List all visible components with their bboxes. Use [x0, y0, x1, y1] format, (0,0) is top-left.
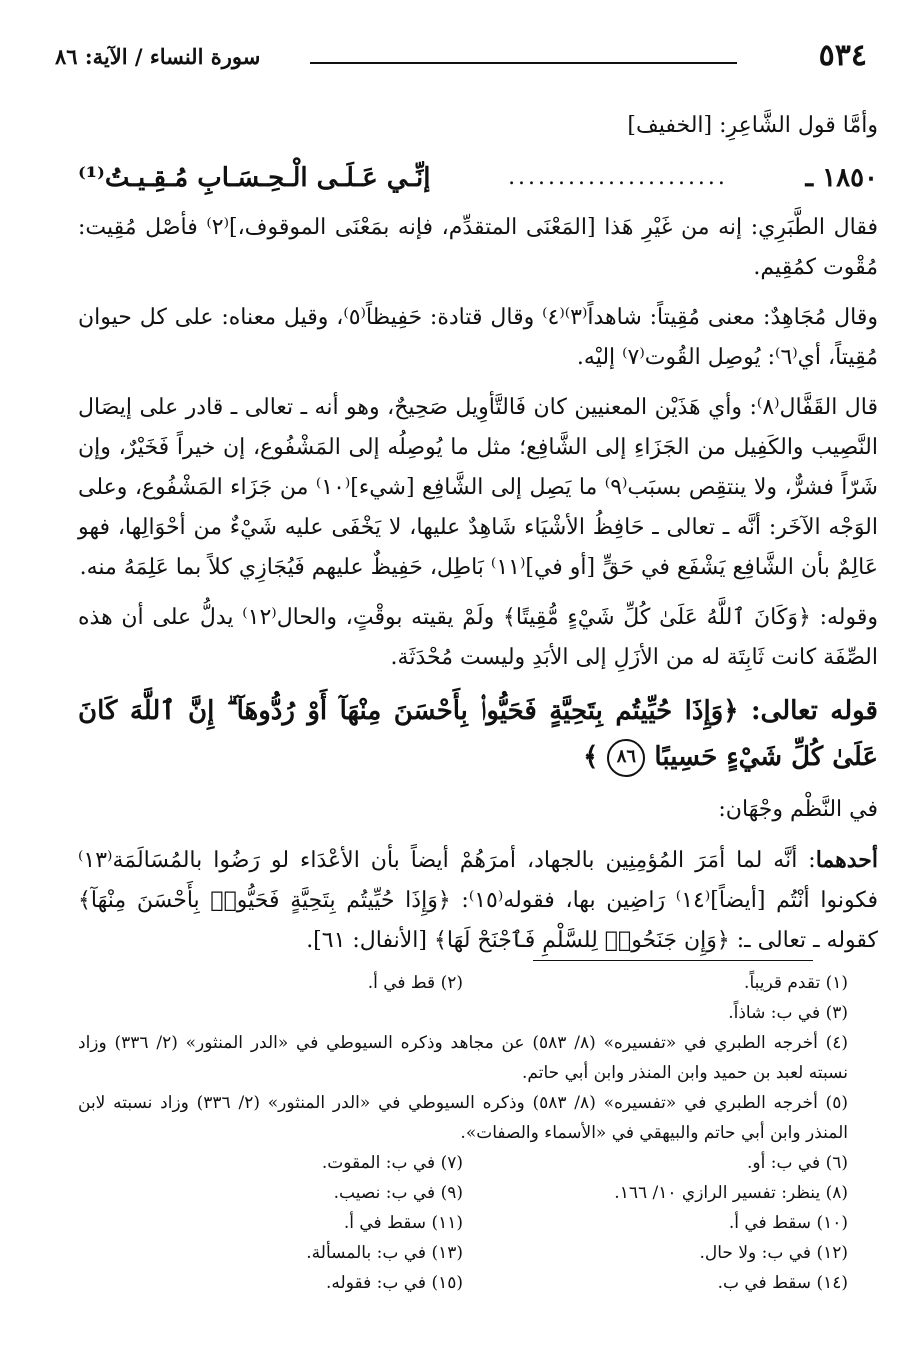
- main-text: [78, 106, 878, 971]
- verse-text: إنِّـي عَـلَـى الْـحِـسَـابِ مُـقِـيـتُ⁽¹⁾: [78, 163, 431, 193]
- footnote-row: [78, 1208, 848, 1238]
- first-aspect-lead: أحدهما: [815, 847, 878, 873]
- footnote-3: (٣) في ب: شاذاً.: [728, 1003, 848, 1023]
- paragraph-qawluhu: وقوله: ﴿وَكَانَ ٱللَّهُ عَلَىٰ كُلِّ شَيْءٍ مُّقِيتًا﴾ ولَمْ يقيته بوقْتٍ، والحال⁽١٢⁾ يدلُّ على أن هذه الصِّفَة كانت ثَابِتَة له من الأزَلِ إلى الأبَدِ وليست مُحْدَثَة.: [78, 605, 878, 670]
- ayah-number-icon: ٨٦: [607, 739, 645, 777]
- ayah-intro: قوله تعالى:: [738, 696, 878, 726]
- first-aspect-text: : أنَّه لما أمَرَ المُؤمِنِين بالجهاد، أمرَهُمْ أيضاً بأن الأعْدَاء لو رَضُوا بالمُسَالَمَة⁽١٣⁾ فكونوا أنْتُم [أيضاً]⁽١٤⁾ رَاضِين بها، فقوله⁽١٥⁾: ﴿وَإِذَا حُيِّيتُم بِتَحِيَّةٍ فَحَيُّوا۟ بِأَحْسَنَ مِنْهَآ﴾ كقوله ـ تعالى ـ: ﴿وَإِن جَنَحُوا۟ لِلسَّلْمِ فَٱجْنَحْ لَهَا﴾ [الأنفال: ٦١].: [78, 848, 878, 953]
- footnote-9: (٩) في ب: نصيب.: [333, 1183, 463, 1203]
- poet-intro: وأمَّا قول الشَّاعِرِ: [الخفيف]: [627, 113, 878, 138]
- footnote-8: (٨) ينظر: تفسير الرازي ١٠/ ١٦٦.: [614, 1183, 848, 1203]
- footnote-row: [78, 1178, 848, 1208]
- paragraph-first-aspect: [78, 840, 878, 961]
- paragraph-tabari: فقال الطَّبَرِي: إنه من غَيْرِ هَذا [المَعْنَى المتقدِّم، فإنه بمَعْنَى الموقوف،]⁽٢⁾ فأصْل مُقِيت: مُقْوت كمُقِيم.: [78, 215, 878, 280]
- page-header: [55, 36, 867, 76]
- ayah-close-bracket: ﴾: [583, 742, 599, 772]
- footnotes: [78, 968, 848, 1298]
- footnote-10: (١٠) سقط في أ.: [728, 1213, 848, 1233]
- ayah-paragraph: [78, 688, 878, 780]
- footnote-row: [78, 968, 848, 998]
- footnote-11: (١١) سقط في أ.: [343, 1213, 463, 1233]
- verse-dots: ......................: [508, 165, 728, 190]
- footnote-14: (١٤) سقط في ب.: [717, 1273, 848, 1293]
- footnote-row: [78, 998, 848, 1028]
- footnote-1: (١) تقدم قريباً.: [744, 973, 848, 993]
- footnote-2: (٢) قط في أ.: [367, 973, 463, 993]
- footnote-row: [78, 1238, 848, 1268]
- footnote-6: (٦) في ب: أو.: [747, 1153, 848, 1173]
- header-rule: [310, 62, 737, 64]
- footnote-separator: [533, 960, 813, 961]
- footnote-5: (٥) أخرجه الطبري في «تفسيره» (٨/ ٥٨٣) وذكره السيوطي في «الدر المنثور» (٢/ ٣٣٦) وزاد نسبته لابن المنذر وابن أبي حاتم والبيهقي في «الأسماء والصفات».: [78, 1093, 848, 1143]
- ayah-text: ﴿وَإِذَا حُيِّيتُم بِتَحِيَّةٍ فَحَيُّوا۟ بِأَحْسَنَ مِنْهَآ أَوْ رُدُّوهَآ ۗ إِنَّ ٱللَّهَ كَانَ عَلَىٰ كُلِّ شَيْءٍ حَسِيبًا: [78, 696, 878, 772]
- paragraph-mujahid: وقال مُجَاهِدٌ: معنى مُقِيتاً: شاهداً⁽٣⁾⁽٤⁾ وقال قتادة: حَفِيظاً⁽٥⁾، وقيل معناه: على كل حيوان مُقِيتاً، أي⁽٦⁾: يُوصِل القُوت⁽٧⁾ إليْه.: [78, 305, 878, 370]
- surah-title: سورة النساء / الآية: ٨٦: [55, 44, 261, 69]
- footnote-row: [78, 1148, 848, 1178]
- footnote-13: (١٣) في ب: بالمسألة.: [306, 1243, 463, 1263]
- paragraph-qaffal: قال القَفَّال⁽٨⁾: وأي هَذَيْن المعنيين كان فَالتَّأوِيل صَحِيحٌ، وهو أنه ـ تعالى ـ قادر على إيصَال النَّصِيب والكَفِيل من الجَزَاءِ إلى الشَّافِع؛ مثل ما يُوصِلُه إلى المَشْفُوع، إن خيراً فَخَيْرٌ، وإن شَرّاً فشرٌّ، ولا ينتقِص بسبَب⁽٩⁾ ما يَصِل إلى الشَّافِع [شيء]⁽١٠⁾ من جَزَاء المَشْفُوع، وعلى الوَجْه الآخَر: أنَّه ـ تعالى ـ حَافِظُ الأشْيَاء شَاهِدٌ عليها، لا يَخْفَى عليه شَيْءٌ من أحْوَالِها، فهو عَالِمٌ بأن الشَّافِع يَشْفَع في حَقٍّ [أو في]⁽١١⁾ بَاطِل، حَفِيظٌ عليهم فَيُجَازِي كلاً بما عَلِمَهُ منه.: [78, 395, 878, 580]
- poetry-verse: [78, 156, 878, 200]
- nazm-heading: في النَّظْم وجْهَان:: [718, 797, 878, 822]
- footnote-row: [78, 1088, 848, 1148]
- footnote-12: (١٢) في ب: ولا حال.: [699, 1243, 848, 1263]
- footnote-7: (٧) في ب: المقوت.: [321, 1153, 463, 1173]
- verse-number: ١٨٥٠ ـ: [805, 163, 878, 193]
- page-number: ٥٣٤: [818, 38, 867, 73]
- footnote-4: (٤) أخرجه الطبري في «تفسيره» (٨/ ٥٨٣) عن مجاهد وذكره السيوطي في «الدر المنثور» (٢/ ٣٣٦) وزاد نسبته لعبد بن حميد وابن المنذر وابن أبي حاتم.: [78, 1033, 849, 1083]
- footnote-15: (١٥) في ب: فقوله.: [326, 1273, 463, 1293]
- footnote-row: [78, 1268, 848, 1298]
- footnote-row: [78, 1028, 848, 1088]
